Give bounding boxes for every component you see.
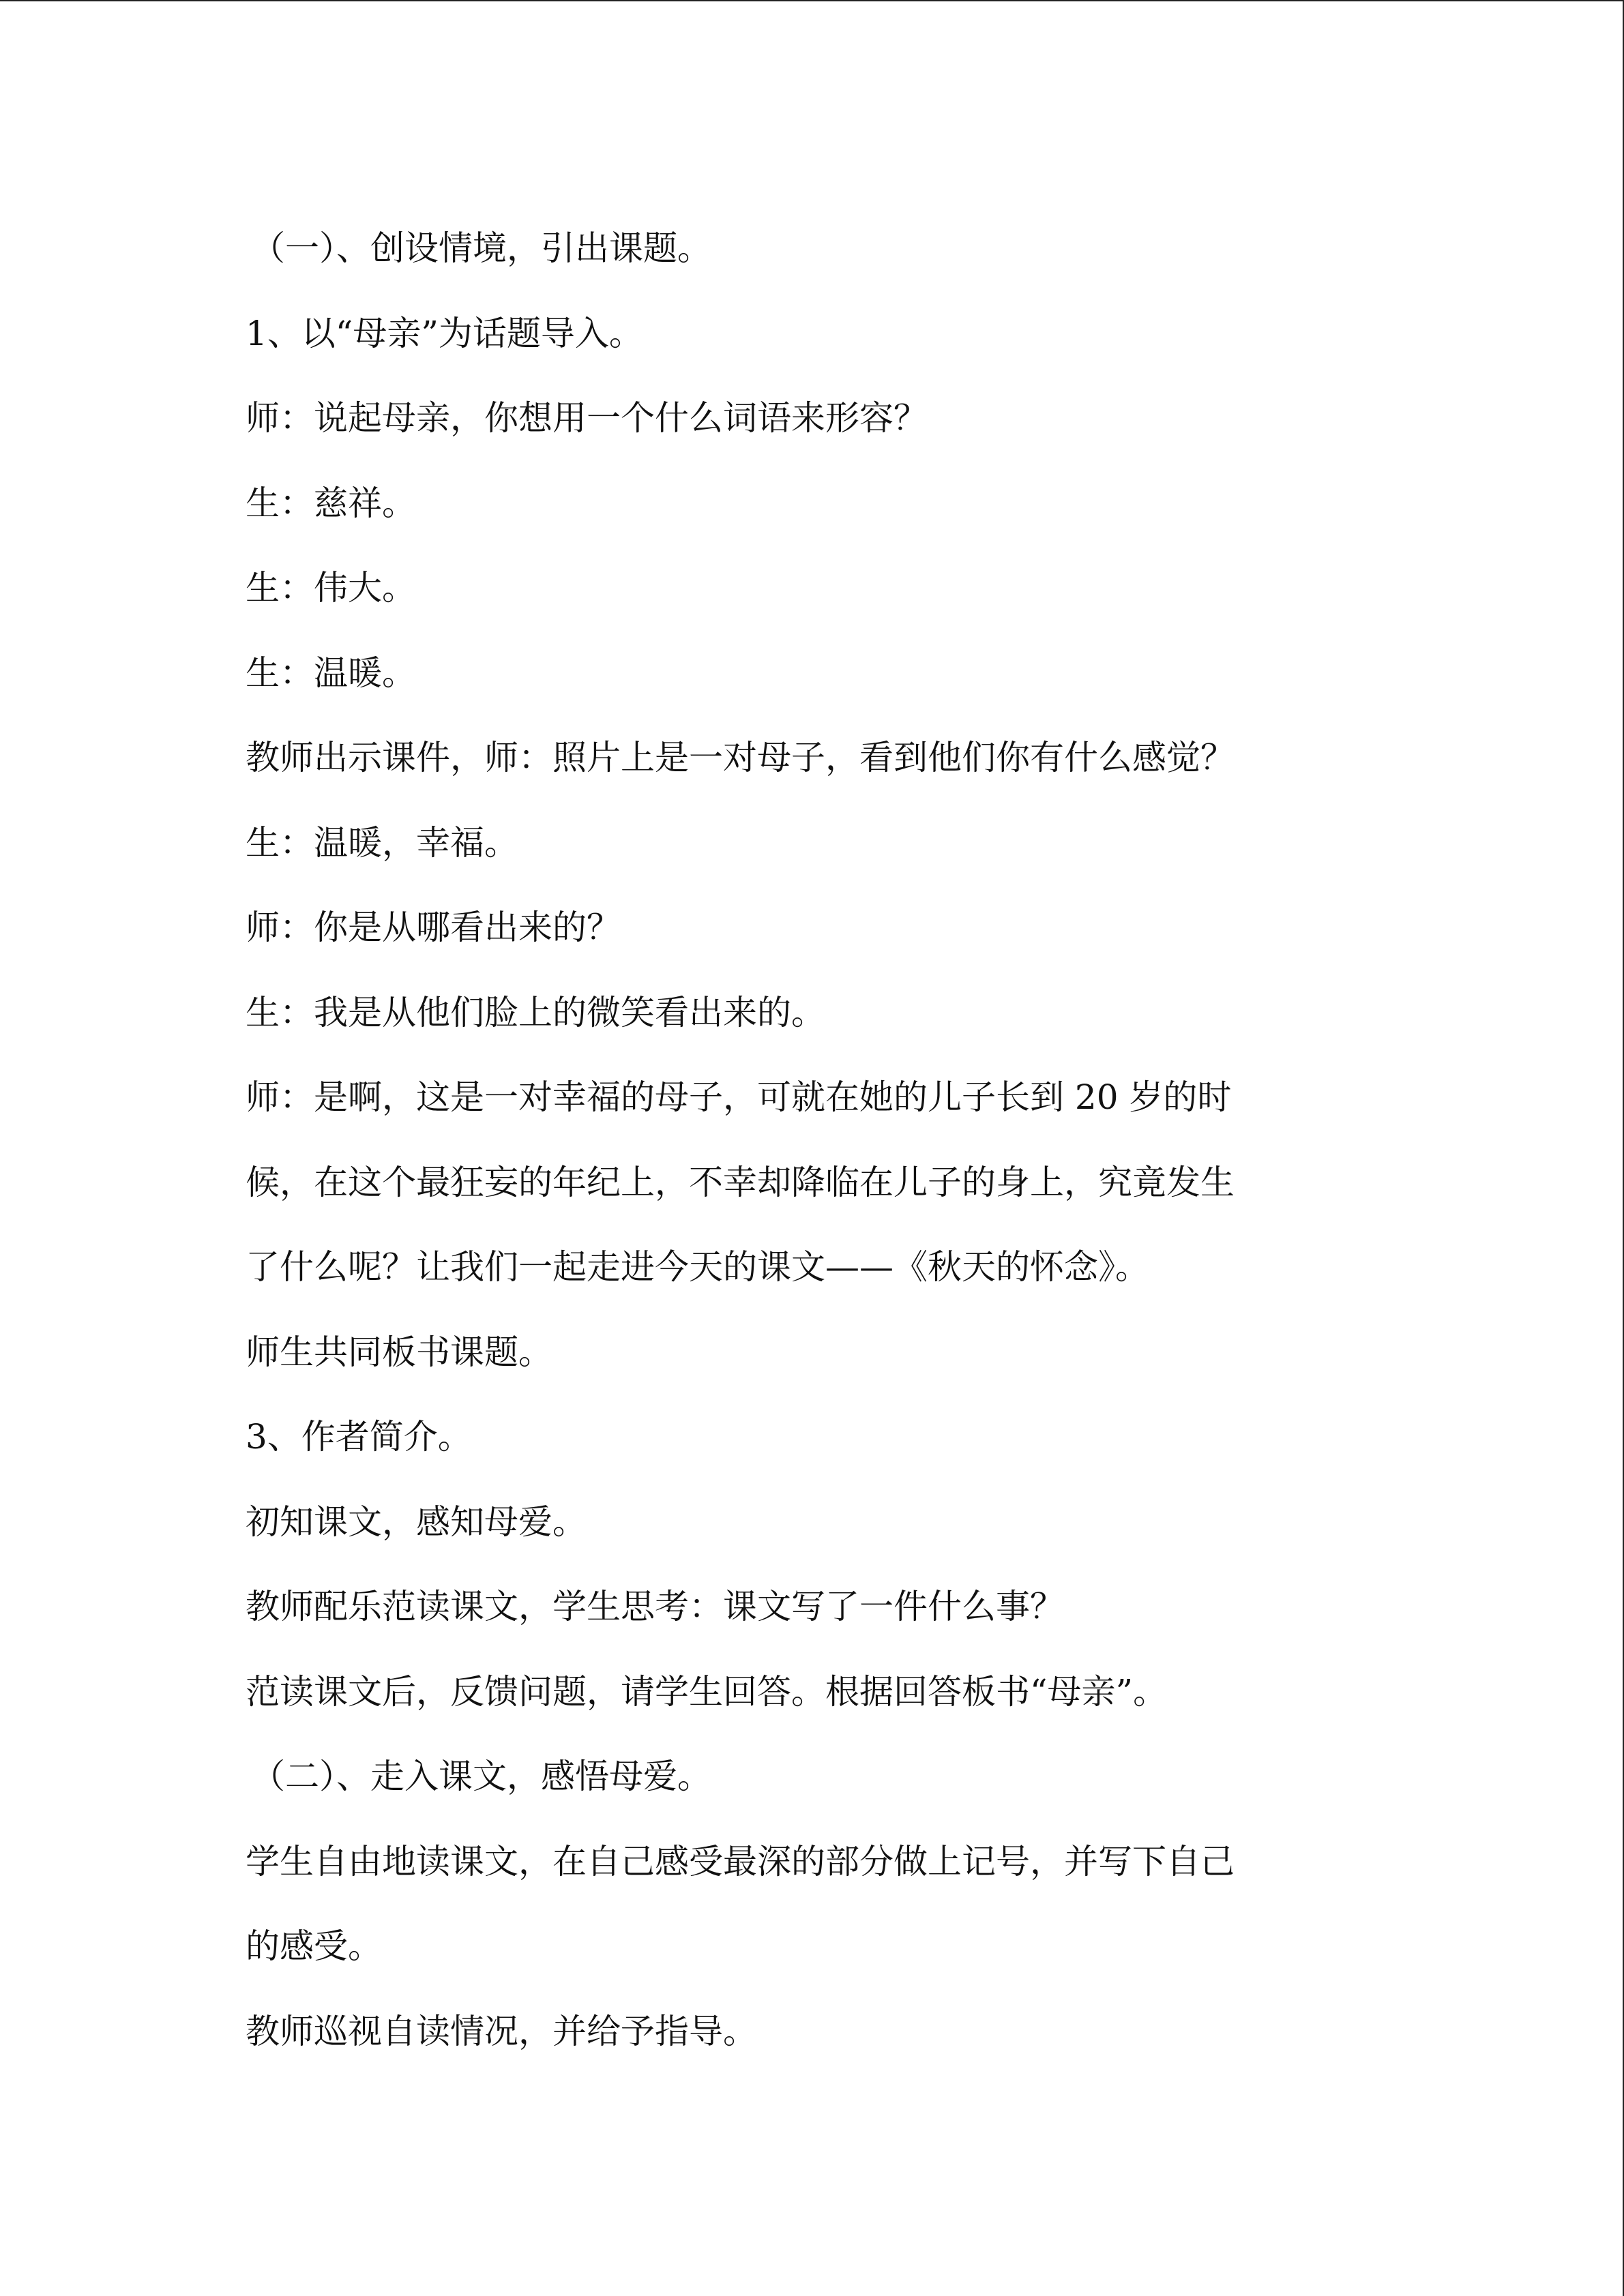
paragraph-line: 1、以“母亲”为话题导入。 xyxy=(246,313,643,353)
paragraph-line: 范读课文后，反馈问题，请学生回答。根据回答板书“母亲”。 xyxy=(246,1671,1168,1712)
section-heading-1: （一）、创设情境，引出课题。 xyxy=(251,228,711,268)
paragraph-line: 生：慈祥。 xyxy=(246,483,416,523)
paragraph-line: 师：是啊，这是一对幸福的母子，可就在她的儿子长到 20 岁的时 xyxy=(246,1077,1232,1117)
paragraph-line: 初知课文，感知母爱。 xyxy=(246,1502,587,1542)
paragraph-line: 教师出示课件，师：照片上是一对母子，看到他们你有什么感觉？ xyxy=(246,738,1235,777)
paragraph-line: 的感受。 xyxy=(246,1926,382,1966)
paragraph-line: 师：你是从哪看出来的？ xyxy=(246,908,621,947)
paragraph-line: 教师巡视自读情况，并给予指导。 xyxy=(246,2011,757,2051)
paragraph-line: 生：我是从他们脸上的微笑看出来的。 xyxy=(246,992,825,1032)
section-heading-2: （二）、走入课文，感悟母爱。 xyxy=(251,1757,711,1796)
paragraph-line: 教师配乐范读课文，学生思考：课文写了一件什么事？ xyxy=(246,1587,1064,1626)
paragraph-line: 3、作者简介。 xyxy=(246,1417,472,1457)
paragraph-line: 生：温暖，幸福。 xyxy=(246,822,518,863)
paragraph-line: 候，在这个最狂妄的年纪上，不幸却降临在儿子的身上，究竟发生 xyxy=(246,1162,1235,1202)
paragraph-line: 学生自由地读课文，在自己感受最深的部分做上记号，并写下自己 xyxy=(246,1841,1235,1881)
paragraph-line: 生：伟大。 xyxy=(246,568,416,608)
document-body xyxy=(246,206,1378,2074)
paragraph-line: 生：温暖。 xyxy=(246,653,416,693)
paragraph-line: 了什么呢？让我们一起走进今天的课文——《秋天的怀念》。 xyxy=(246,1247,1149,1287)
paragraph-line: 师：说起母亲，你想用一个什么词语来形容？ xyxy=(246,398,928,438)
paragraph-line: 师生共同板书课题。 xyxy=(246,1332,552,1372)
